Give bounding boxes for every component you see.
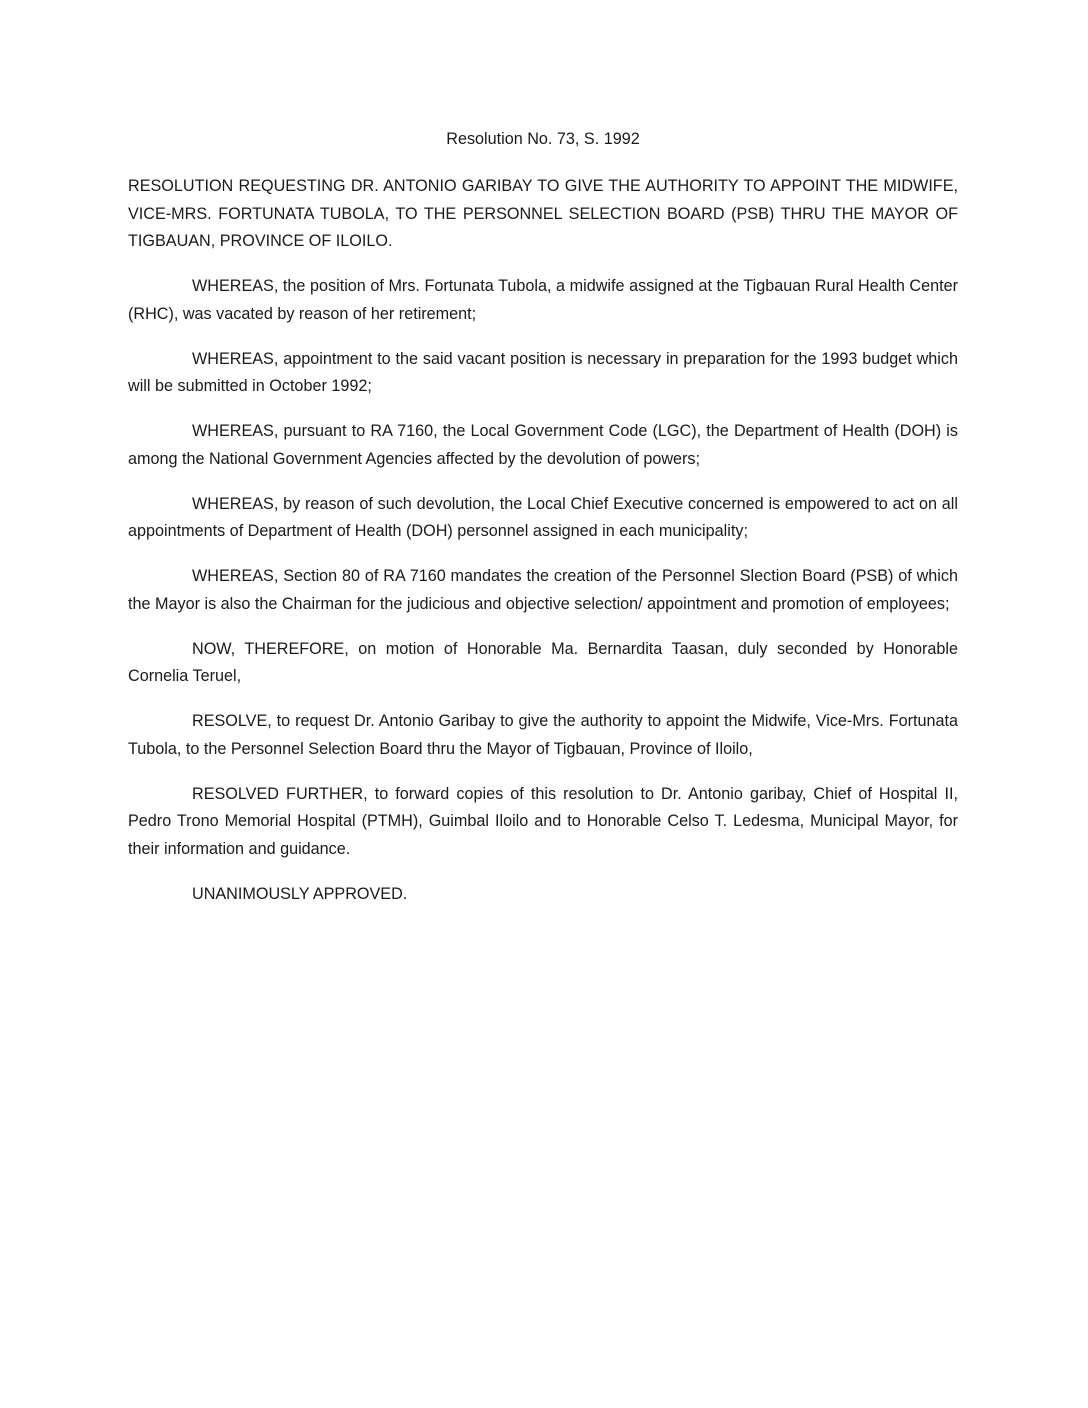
resolution-heading: RESOLUTION REQUESTING DR. ANTONIO GARIBAY TO GIVE THE AUTHORITY TO APPOINT THE MIDWIFE, VICE-MRS. FORTUNATA TUBOLA, TO THE PERSONNEL SELECTION BOARD (PSB) THRU THE MAYOR OF TIGBAUAN, PROVINCE OF ILOILO. bbox=[128, 177, 958, 250]
whereas-devolution-paragraph: WHEREAS, by reason of such devolution, the Local Chief Executive concerned is empowered to act on all appointments of Department of Health (DOH) personnel assigned in each municipality; bbox=[128, 494, 958, 540]
whereas-budget-paragraph: WHEREAS, appointment to the said vacant position is necessary in preparation for the 1993 budget which will be submitted in October 1992; bbox=[128, 349, 958, 395]
approval-statement: UNANIMOUSLY APPROVED. bbox=[192, 884, 408, 903]
whereas-psb-paragraph: WHEREAS, Section 80 of RA 7160 mandates the creation of the Personnel Slection Board (PSB) of which the Mayor is also the Chairman for the judicious and objective selection/ appointment and promotion of employees; bbox=[128, 567, 958, 613]
document-page bbox=[128, 126, 958, 926]
whereas-retirement-paragraph: WHEREAS, the position of Mrs. Fortunata Tubola, a midwife assigned at the Tigbauan Rural Health Center (RHC), was vacated by reason of her retirement; bbox=[128, 277, 958, 323]
now-therefore-paragraph: NOW, THEREFORE, on motion of Honorable Ma. Bernardita Taasan, duly seconded by Honorable Cornelia Teruel, bbox=[128, 639, 958, 685]
resolved-further-paragraph: RESOLVED FURTHER, to forward copies of this resolution to Dr. Antonio garibay, Chief of Hospital II, Pedro Trono Memorial Hospital (PTMH), Guimbal Iloilo and to Honorable Celso T. Ledesma, Municipal Mayor, for their information and guidance. bbox=[128, 784, 958, 858]
resolve-paragraph: RESOLVE, to request Dr. Antonio Garibay to give the authority to appoint the Midwife, Vice-Mrs. Fortunata Tubola, to the Personnel Selection Board thru the Mayor of Tigbauan, Province of Iloilo, bbox=[128, 712, 958, 758]
whereas-lgc-paragraph: WHEREAS, pursuant to RA 7160, the Local Government Code (LGC), the Department of Health (DOH) is among the National Government Agencies affected by the devolution of powers; bbox=[128, 422, 958, 468]
document-title: Resolution No. 73, S. 1992 bbox=[446, 130, 640, 148]
